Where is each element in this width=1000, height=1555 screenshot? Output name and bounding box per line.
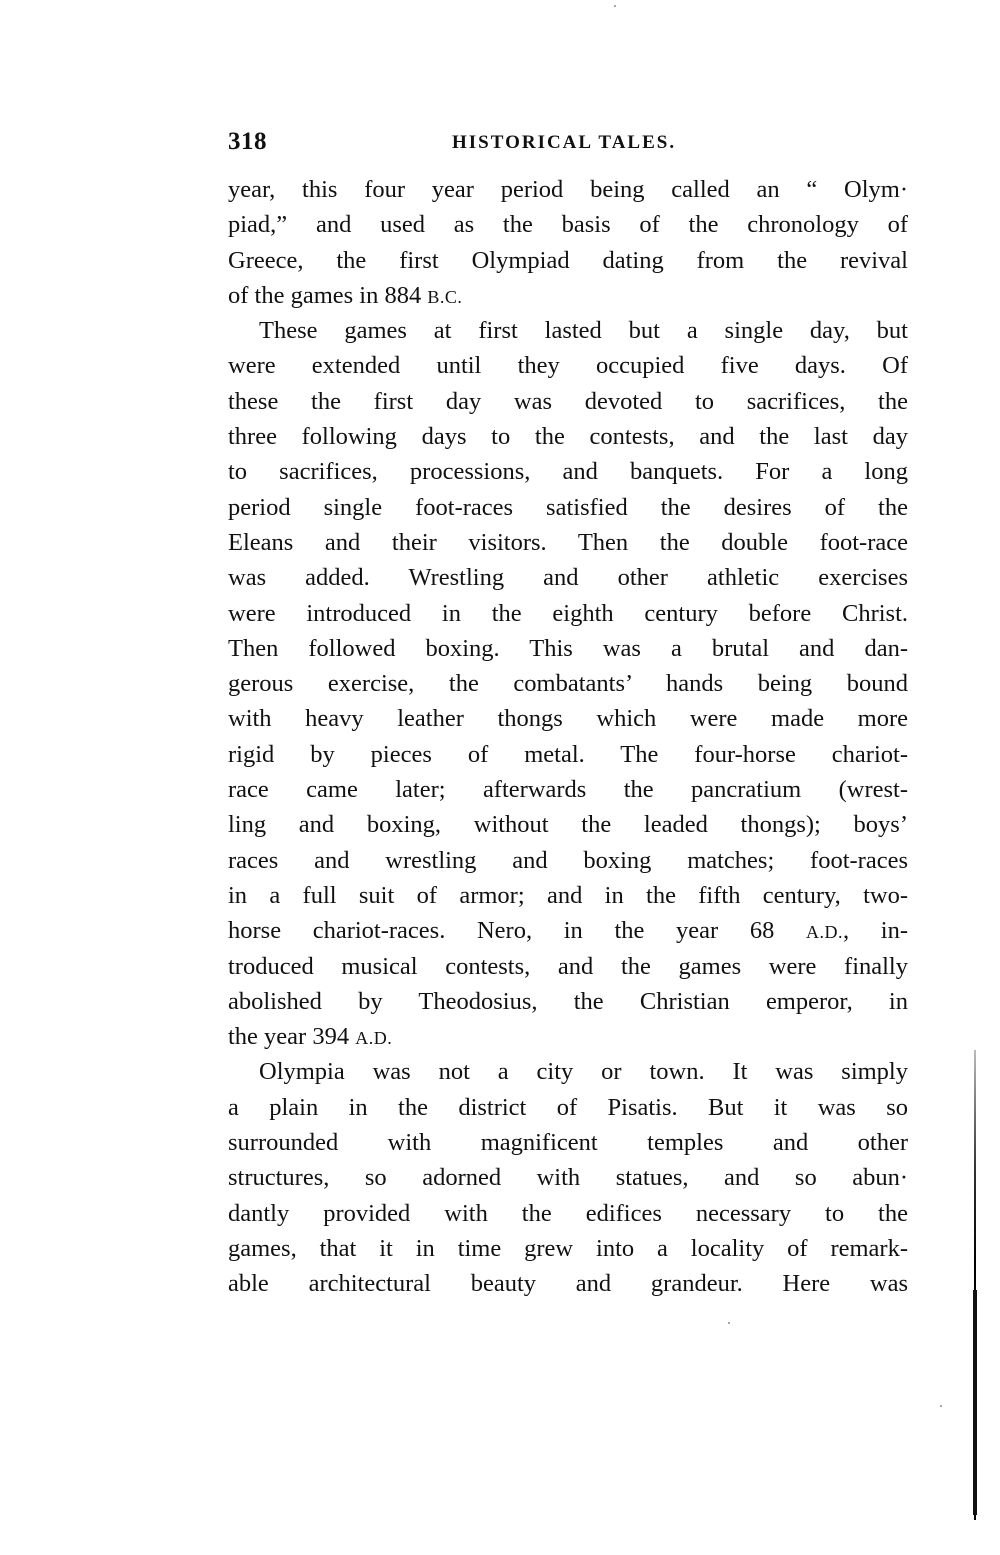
text-line: able architectural beauty and grandeur. Here was (228, 1270, 908, 1298)
text-line: Eleans and their visitors. Then the double foot-race (228, 528, 908, 556)
text-line: these the first day was devoted to sacrifices, the (228, 387, 908, 415)
text-line: gerous exercise, the combatants’ hands being bound (228, 670, 908, 698)
text-line: with heavy leather thongs which were made more (228, 705, 908, 733)
page-header (228, 128, 908, 158)
era-abbreviation: A.D. (355, 1028, 393, 1049)
text-line: the year 394 A.D. (228, 1023, 393, 1051)
text-line: Then followed boxing. This was a brutal and dan- (228, 634, 908, 662)
text-line: period single foot-races satisfied the desires of the (228, 493, 908, 521)
scan-speck (940, 1405, 942, 1407)
text-line: ling and boxing, without the leaded thongs); boys’ (228, 811, 908, 839)
text-line: horse chariot-races. Nero, in the year 68 A.D., in- (228, 917, 909, 945)
text-line: Greece, the first Olympiad dating from the revival (228, 246, 908, 274)
text-line: were extended until they occupied five days. Of (228, 352, 908, 380)
text-line: was added. Wrestling and other athletic exercises (228, 564, 908, 592)
text-line: rigid by pieces of metal. The four-horse chariot- (228, 740, 908, 768)
text-line: three following days to the contests, and the last day (228, 423, 908, 451)
text-line: a plain in the district of Pisatis. But it was so (228, 1093, 908, 1121)
paragraph-3 (228, 1054, 908, 1301)
text-line: to sacrifices, processions, and banquets. For a long (228, 458, 908, 486)
text-line: troduced musical contests, and the games were finally (228, 952, 908, 980)
text-line: games, that it in time grew into a locality of remark- (228, 1234, 908, 1262)
body-text (228, 172, 908, 1302)
scan-speck (728, 1322, 730, 1324)
era-abbreviation: A.D. (806, 922, 844, 943)
text-line: These games at first lasted but a single day, but (259, 317, 908, 345)
text-line: year, this four year period being called an “ Olym· (228, 176, 908, 203)
scan-speck (614, 5, 616, 7)
era-abbreviation: B.C. (427, 286, 463, 307)
text-line: abolished by Theodosius, the Christian emperor, in (228, 987, 908, 1015)
page-number: 318 (228, 128, 267, 155)
text-line: of the games in 884 B.C. (228, 281, 463, 309)
paragraph-2 (228, 313, 908, 1054)
text-line: surrounded with magnificent temples and other (228, 1129, 908, 1157)
text-line: Olympia was not a city or town. It was simply (259, 1058, 908, 1086)
text-line: race came later; afterwards the pancratium (wrest- (228, 776, 908, 804)
text-line: structures, so adorned with statues, and so abun· (228, 1164, 908, 1192)
text-line: races and wrestling and boxing matches; foot-races (228, 846, 908, 874)
text-line: dantly provided with the edifices necessary to the (228, 1199, 908, 1227)
running-title: HISTORICAL TALES. (452, 132, 677, 153)
scan-edge-shadow (973, 1290, 977, 1515)
text-line: piad,” and used as the basis of the chronology of (228, 211, 908, 239)
text-line: were introduced in the eighth century before Christ. (228, 599, 908, 627)
text-line: in a full suit of armor; and in the fifth century, two- (228, 881, 908, 909)
paragraph-1 (228, 172, 908, 313)
